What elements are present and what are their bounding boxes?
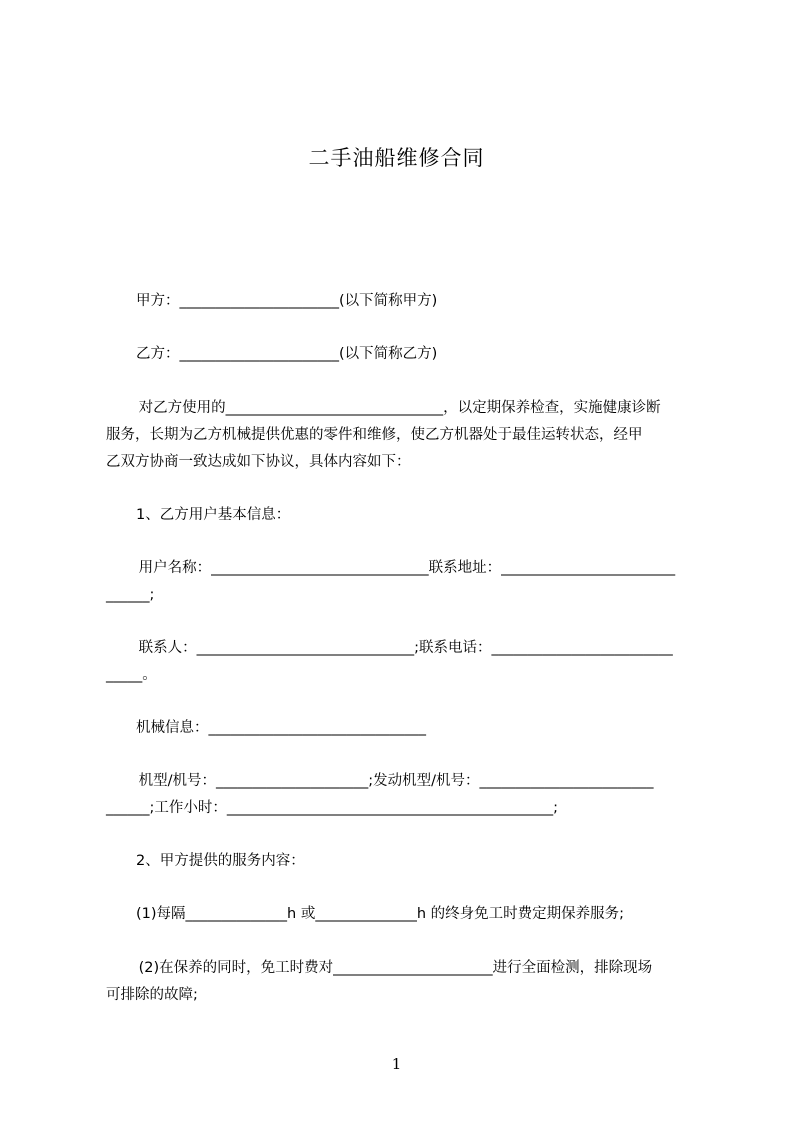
preamble-line-3: 乙双方协商一致达成如下协议，具体内容如下： — [106, 454, 411, 470]
user-name-address-line: 用户名称：______________________________联系地址：________________________ — [134, 560, 676, 576]
service-item-1: (1)每隔______________h 或______________h 的终身免工时费定期保养服务; — [136, 906, 625, 922]
section-2-heading: 2、甲方提供的服务内容： — [136, 853, 305, 869]
party-a-line: 甲方：______________________(以下简称甲方) — [136, 293, 438, 309]
machine-info-line: 机械信息：______________________________ — [136, 720, 426, 736]
contact-phone-line-cont: _____。 — [106, 667, 157, 683]
contact-phone-line: 联系人：______________________________;联系电话：_________________________ — [134, 640, 673, 656]
preamble-line-2: 服务，长期为乙方机械提供优惠的零件和维修，使乙方机器处于最佳运转状态，经甲 — [106, 427, 643, 443]
model-engine-line: 机型/机号：_____________________;发动机型/机号：________________________ — [134, 773, 654, 789]
service-item-2: (2)在保养的同时，免工时费对______________________进行全面检测，排除现场 — [134, 960, 653, 976]
contract-title: 二手油船维修合同 — [308, 146, 485, 170]
section-1-heading: 1、乙方用户基本信息： — [136, 507, 291, 523]
preamble-line-1: 对乙方使用的______________________________，以定期保养检查，实施健康诊断 — [134, 400, 661, 416]
service-item-2-cont: 可排除的故障; — [106, 987, 198, 1003]
user-name-address-line-cont: ______; — [106, 587, 155, 603]
model-engine-line-cont: ______;工作小时：_____________________________________________; — [106, 800, 559, 816]
page-number: 1 — [391, 1055, 402, 1073]
party-b-line: 乙方：______________________(以下简称乙方) — [136, 346, 438, 362]
